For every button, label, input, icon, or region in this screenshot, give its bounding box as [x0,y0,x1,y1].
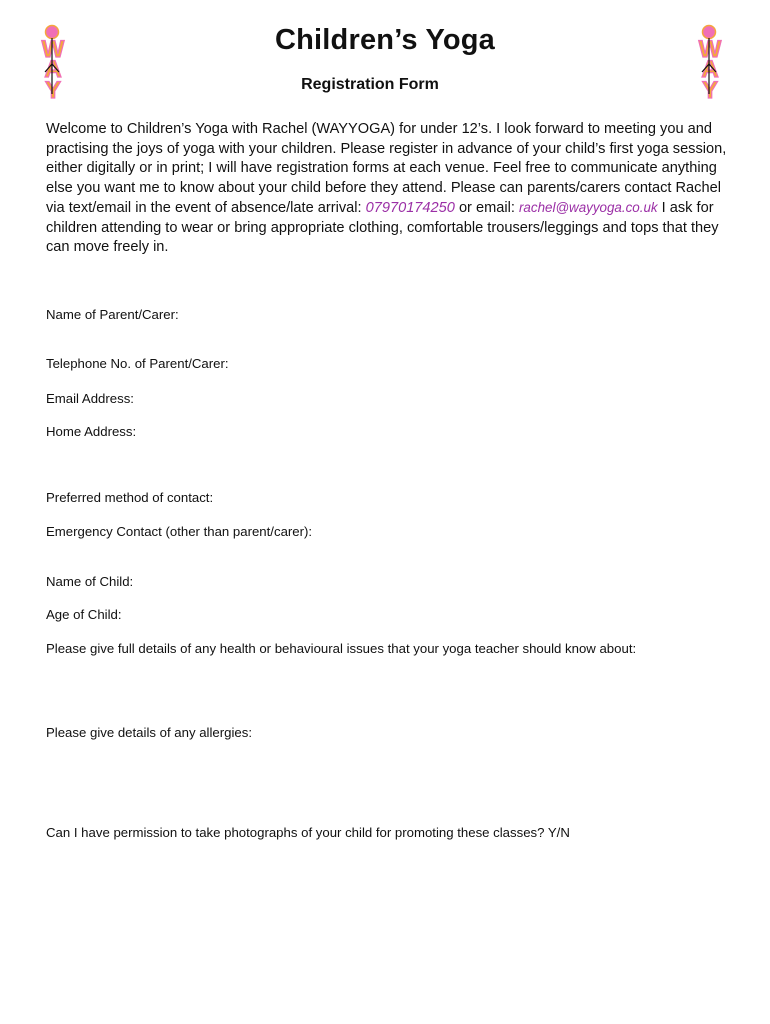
intro-text: I ask for children attending to wear or bring appropriate clothing, comfortable trousers/leggings and tops that they can move freely in. [46,200,719,255]
svg-text:W: W [698,36,722,63]
intro-text: Welcome to Children’s Yoga with Rachel (WAYYOGA) for under 12’s. I look forward to meeting you and practising the joys of yoga with your children. Please register in advance of your child’s first yoga session, either digitally or in print; I will have registration forms at each venue. Feel free to communicate anything else you want me to know about your child before they attend. Please can parents/carers contact Rachel via text/email in the event of absence/late arrival: [46,121,727,216]
field-label-allergies: Please give details of any allergies: [46,725,252,740]
field-label-child-name: Name of Child: [46,574,134,589]
page-title: Children’s Yoga [274,24,495,56]
field-label-contact-method: Preferred method of contact: [46,490,214,505]
field-label-emergency-contact: Emergency Contact (other than parent/carer): [46,524,313,539]
field-label-child-age: Age of Child: [46,607,122,622]
svg-text:A: A [44,56,62,83]
field-label-photo-permission: Can I have permission to take photographs of your child for promoting these classes? Y/N [46,825,570,840]
field-label-health-issues: Please give full details of any health or behavioural issues that your yoga teacher should know about: [46,641,637,656]
intro-paragraph [46,120,736,258]
contact-email-link[interactable]: rachel@wayyoga.co.uk [518,200,658,215]
svg-text:W: W [41,36,65,63]
form-subtitle: Registration Form [301,76,439,93]
contact-phone: 07970174250 [365,200,455,216]
intro-text: or email: [454,200,519,216]
svg-text:A: A [701,56,719,83]
field-label-home-address: Home Address: [46,424,137,439]
svg-text:Y: Y [44,77,62,102]
svg-text:Y: Y [701,77,719,102]
field-label-parent-phone: Telephone No. of Parent/Carer: [46,356,229,371]
field-label-email: Email Address: [46,391,134,406]
field-label-parent-name: Name of Parent/Carer: [46,307,179,322]
